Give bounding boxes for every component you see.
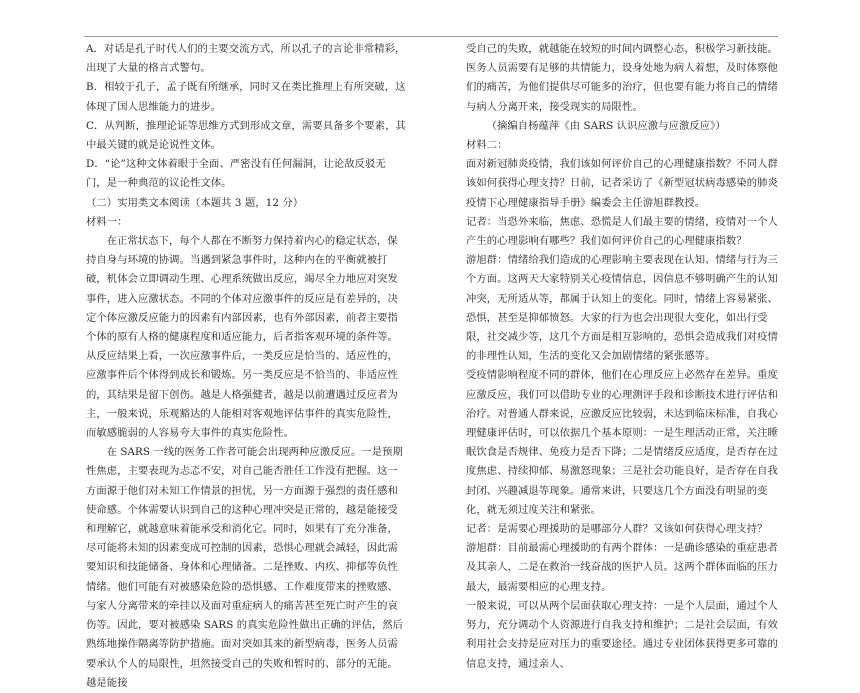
material-one-paragraph-1: 在正常状态下，每个人都在不断努力保持着内心的稳定状态，保持自身与环境的协调。当遇到紧急事件时，这种内在的平衡就被打破，机体会立即调动生理、心理系统做出反应，竭尽全力地应对突发事件，进入应激状态。不同的个体对应激事件的反应是有差异的，决定个体应激反应能力的因素有内部因素，也有外部因素，前者主要指个体的原有人格的健康程度和适应能力，后者指客观环境的条件等。从反应结果上看，一次应激事件后，一类反应是恰当的、适应性的，应激事件后个体得到成长和锻炼。另一类反应是不恰当的、非适应性的，其结果是留下创伤。越是人格强健者，越是以前遭遇过反应者为主，一般来说，乐观豁达的人能相对客观地评估事件的真实危险性，而敏感脆弱的人容易夸大事件的真实危险性。 [86, 235, 398, 440]
material-one-paragraph-2-cont: 受自己的失败，就越能在较短的时间内调整心态，积极学习新技能。医务人员需要有足够的共情能力，设身处地为病人着想，及时体察他们的痛苦，为他们提供尽可能多的治疗，但也要有能力将自己的情绪与病人分离开来，接受现实的局限性。 [466, 43, 778, 113]
section-heading: （二）实用类文本阅读（本题共 3 题，12 分） [86, 196, 304, 209]
reporter-question-1: 记者：当恐外来临，焦虑、恐慌是人们最主要的情绪，疫情对一个人产生的心理影响有哪些？我们如何评价自己的心理健康指数？ [466, 215, 778, 248]
material-one-label: 材料一： [86, 215, 128, 228]
material-two-intro: 面对新冠肺炎疫情，我们该如何评价自己的心理健康指数？不同人群该如何获得心理支持？日前，记者采访了《新型冠状病毒感染的肺炎疫情下心理健康指导手册》编委会主任游旭群教授。 [466, 158, 778, 209]
option-a: A．对话是孔子时代人们的主要交流方式，所以孔子的言论非常精彩，出现了大量的格言式警句。 [86, 43, 406, 75]
source-citation: （摘编自杨蕴萍《由 SARS 认识应激与应激反应》） [486, 119, 726, 132]
expert-answer-2-cont: 一般来说，可以从两个层面获取心理支持：一是个人层面，通过个人努力，充分调动个人资源进行自我支持和维护；二是社会层面，有效利用社会支持是应对压力的重要途径。通过专业团体获得更多可靠的信息支持，通过亲人、 [466, 599, 778, 670]
reporter-question-2: 记者：是需要心理援助的是哪部分人群？又该如何获得心理支持？ [466, 523, 768, 536]
option-c: C．从判断，推理论证等思维方式到形成文章，需要具备多个要素，其中最关键的就是论说性文体。 [86, 119, 406, 152]
header-rule [84, 36, 778, 37]
material-two-label: 材料二： [466, 139, 508, 152]
left-column [86, 40, 406, 693]
option-b: B．相较于孔子，孟子既有所继承，同时又在类比推理上有所突破，这体现了国人思维能力的进步。 [86, 81, 406, 113]
expert-answer-2: 游旭群：目前最需心理援助的有两个群体：一是确诊感染的重症患者及其亲人，二是在救治一线奋战的医护人员。这两个群体面临的压力最大，最需要相应的心理支持。 [466, 542, 778, 593]
expert-answer-1-cont: 受疫情影响程度不同的群体，他们在心理反应上必然存在差异。重度应激反应，我们可以借助专业的心理测评手段和诊断技术进行评估和治疗。对普通人群来说，应激反应比较弱，未达到临床标准，自我心理健康评估时，可以依据几个基本原则：一是生理活动正常，关注睡眠饮食是否规律、免疫力是否下降；二是情绪反应适度，是否存在过度焦虑、持续抑郁、易激怒现象；三是社会功能良好，是否存在自我封闭、兴趣减退等现象。通常来讲，只要这几个方面没有明显的变化，就无须过度关注和紧张。 [466, 369, 778, 516]
material-one-paragraph-2: 在 SARS 一线的医务工作者可能会出现两种应激反应。一是预期性焦虑，主要表现为忐忑不安，对自己能否胜任工作没有把握。这一方面源于他们对未知工作情景的担忧，另一方面源于强烈的责任感和使命感。个体需要认识到自己的这种心理冲突是正常的，越是能接受和理解它，就越意味着能承受和消化它。同时，如果有了充分准备，尽可能将未知的因素变成可控制的因素，恐惧心理就会减轻，因此需要知识和技能储备、身体和心理储备。二是挫败、内疚、抑郁等负性情绪。他们可能有对被感染危险的恐惧感、工作难度带来的挫败感、与家人分离带来的牵挂以及面对重症病人的痛苦甚至死亡时产生的哀伤等。因此，要对被感染 SARS 的真实危险性做出正确的评估，然后熟练地操作隔离等防护措施。面对突如其来的新型病毒，医务人员需要承认个人的局限性，坦然接受自己的失败和暂时的、部分的无能。越是能接 [86, 446, 404, 689]
expert-answer-1: 游旭群：情绪给我们造成的心理影响主要表现在认知、情绪与行为三个方面。这两天大家特别关心疫情信息，因信息不够明确产生的认知冲突，无所适从等，都属于认知上的变化。同时，情绪上容易紧张、恐惧，甚至是抑郁愤怒。大家的行为也会出现很大变化，如出行受限，社交减少等，这几个方面是相互影响的，恐惧会造成我们对疫情的非理性认知，生活的变化又会加剧情绪的紧张感等。 [466, 254, 778, 363]
option-d: D．“论”这种文体着眼于全面、严密没有任何漏洞，让论敌反驳无门，是一种典范的议论性文体。 [86, 158, 386, 190]
right-column [466, 40, 786, 674]
